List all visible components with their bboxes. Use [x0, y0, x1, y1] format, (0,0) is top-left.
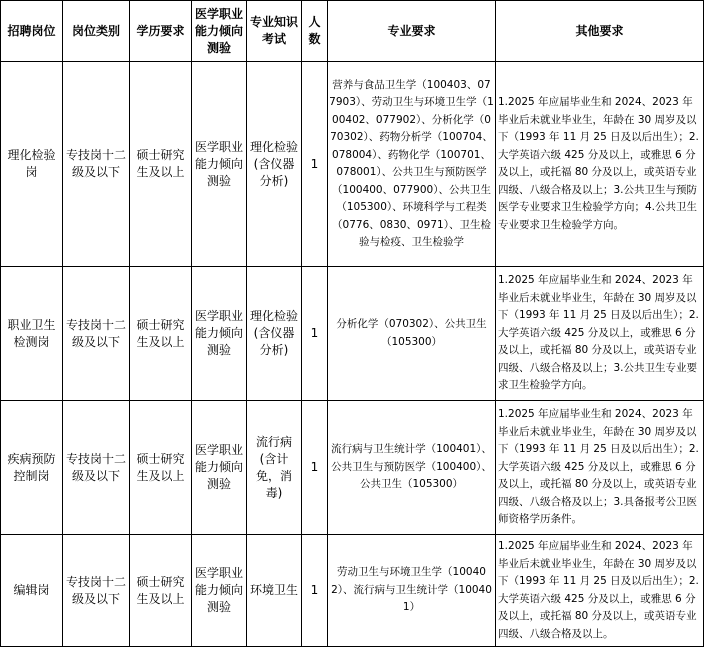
count-cell: 1: [302, 62, 328, 267]
education-cell: 硕士研究生及以上: [130, 62, 192, 267]
category-cell: 专技岗十二级及以下: [63, 535, 130, 647]
header-category: 岗位类别: [63, 1, 130, 62]
exam-cell: 理化检验(含仪器分析): [247, 267, 302, 401]
exam-cell: 环境卫生: [247, 535, 302, 647]
ability-test-cell: 医学职业能力倾向测验: [192, 401, 247, 535]
header-ability-test: 医学职业能力倾向测验: [192, 1, 247, 62]
category-cell: 专技岗十二级及以下: [63, 267, 130, 401]
count-cell: 1: [302, 267, 328, 401]
major-cell: 分析化学（070302）、公共卫生（105300）: [328, 267, 496, 401]
category-cell: 专技岗十二级及以下: [63, 62, 130, 267]
other-cell: 1.2025 年应届毕业生和 2024、2023 年毕业后未就业毕业生，年龄在 30 周岁及以下（1993 年 11 月 25 日及以后出生）；2.大学英语六级 425 分及以上，或雅思 6 分及以上，或托福 80 分及以上，或英语专业四级、八级合格及以上；3.公共卫生专业要求卫生检验学方向。: [496, 267, 704, 401]
header-row: [1, 1, 704, 62]
count-cell: 1: [302, 535, 328, 647]
header-other: 其他要求: [496, 1, 704, 62]
table-row: [1, 535, 704, 647]
header-exam: 专业知识考试: [247, 1, 302, 62]
count-cell: 1: [302, 401, 328, 535]
major-cell: 流行病与卫生统计学（100401）、公共卫生与预防医学（100400）、公共卫生（105300）: [328, 401, 496, 535]
ability-test-cell: 医学职业能力倾向测验: [192, 62, 247, 267]
exam-cell: 理化检验(含仪器分析): [247, 62, 302, 267]
header-education: 学历要求: [130, 1, 192, 62]
table-row: [1, 267, 704, 401]
exam-cell: 流行病(含计免，消毒): [247, 401, 302, 535]
header-major: 专业要求: [328, 1, 496, 62]
header-count: 人数: [302, 1, 328, 62]
post-cell: 职业卫生检测岗: [1, 267, 63, 401]
ability-test-cell: 医学职业能力倾向测验: [192, 267, 247, 401]
education-cell: 硕士研究生及以上: [130, 401, 192, 535]
education-cell: 硕士研究生及以上: [130, 535, 192, 647]
other-cell: 1.2025 年应届毕业生和 2024、2023 年毕业后未就业毕业生，年龄在 30 周岁及以下（1993 年 11 月 25 日及以后出生）；2.大学英语六级 425 分及以上，或雅思 6 分及以上，或托福 80 分及以上，或英语专业四级、八级合格及以上。: [496, 535, 704, 647]
post-cell: 疾病预防控制岗: [1, 401, 63, 535]
header-post: 招聘岗位: [1, 1, 63, 62]
ability-test-cell: 医学职业能力倾向测验: [192, 535, 247, 647]
post-cell: 理化检验岗: [1, 62, 63, 267]
category-cell: 专技岗十二级及以下: [63, 401, 130, 535]
major-cell: 营养与食品卫生学（100403、077903）、劳动卫生与环境卫生学（100402、077902）、分析化学（070302）、药物分析学（100704、078004）、药物化学（100701、078001）、公共卫生与预防医学（100400、077900）、公共卫生（105300）、环境科学与工程类（0776、0830、0971）、卫生检验与检疫、卫生检验学: [328, 62, 496, 267]
education-cell: 硕士研究生及以上: [130, 267, 192, 401]
other-cell: 1.2025 年应届毕业生和 2024、2023 年毕业后未就业毕业生，年龄在 30 周岁及以下（1993 年 11 月 25 日及以后出生）；2.大学英语六级 425 分及以上，或雅思 6 分及以上，或托福 80 分及以上，或英语专业四级、八级合格及以上；3.具备报考公卫医师资格学历条件。: [496, 401, 704, 535]
table-row: [1, 401, 704, 535]
major-cell: 劳动卫生与环境卫生学（100402）、流行病与卫生统计学（100401）: [328, 535, 496, 647]
other-cell: 1.2025 年应届毕业生和 2024、2023 年毕业后未就业毕业生，年龄在 30 周岁及以下（1993 年 11 月 25 日及以后出生）；2.大学英语六级 425 分及以上，或雅思 6 分及以上，或托福 80 分及以上，或英语专业四级、八级合格及以上；3.公共卫生与预防医学专业要求卫生检验学方向；4.公共卫生专业要求卫生检验学方向。: [496, 62, 704, 267]
post-cell: 编辑岗: [1, 535, 63, 647]
table-row: [1, 62, 704, 267]
